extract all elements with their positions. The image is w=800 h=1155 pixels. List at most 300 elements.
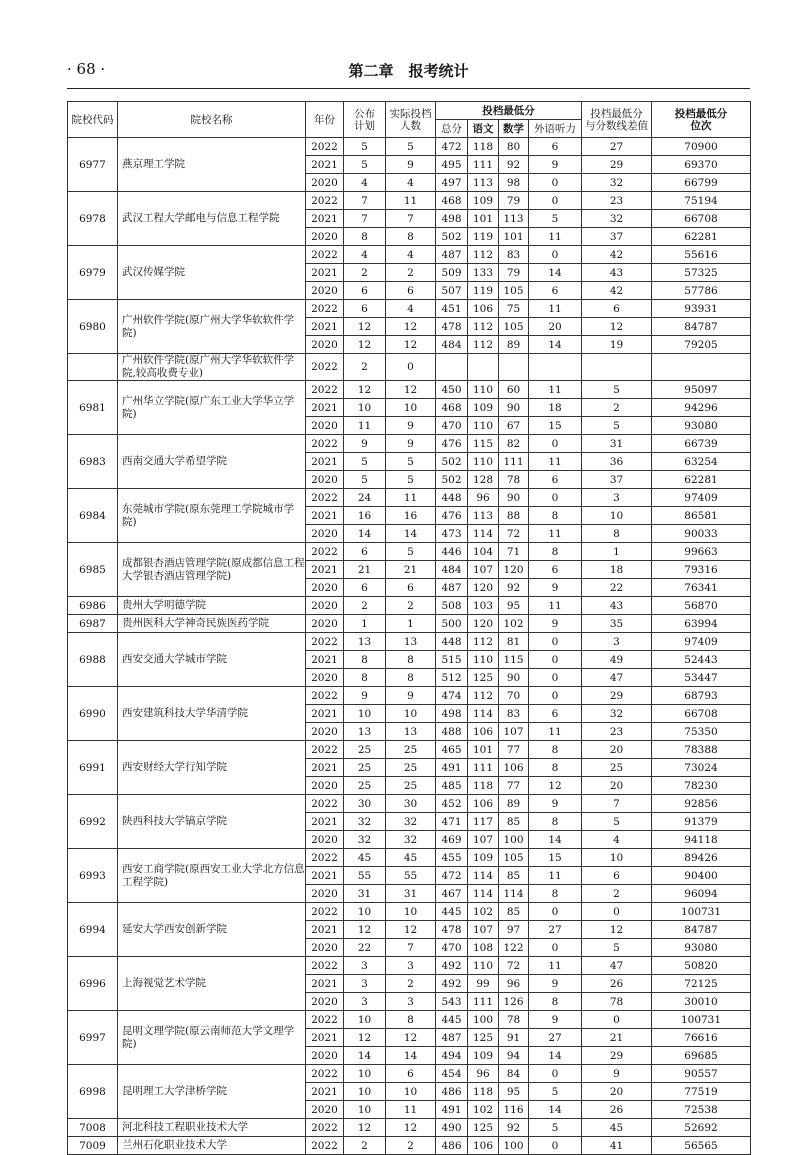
cell-actual: 16 — [386, 507, 436, 525]
cell-diff: 5 — [582, 381, 652, 399]
cell-plan: 7 — [344, 210, 386, 228]
cell-plan: 25 — [344, 777, 386, 795]
school-name: 上海视觉艺术学院 — [118, 957, 306, 1011]
cell-chinese: 120 — [468, 579, 499, 597]
cell-listening: 14 — [529, 264, 582, 282]
cell-math: 72 — [499, 957, 529, 975]
cell-year: 2021 — [306, 759, 344, 777]
cell-rank: 100731 — [652, 903, 751, 921]
cell-total: 487 — [436, 579, 468, 597]
school-name: 昆明理工大学津桥学院 — [118, 1065, 306, 1119]
cell-listening: 14 — [529, 1101, 582, 1119]
cell-total: 486 — [436, 1083, 468, 1101]
cell-diff: 47 — [582, 669, 652, 687]
cell-total: 472 — [436, 138, 468, 156]
cell-total: 476 — [436, 435, 468, 453]
cell-actual: 6 — [386, 579, 436, 597]
cell-plan: 8 — [344, 669, 386, 687]
page-header — [67, 58, 750, 84]
cell-listening: 14 — [529, 336, 582, 354]
cell-actual: 31 — [386, 885, 436, 903]
cell-diff: 22 — [582, 579, 652, 597]
cell-diff: 31 — [582, 435, 652, 453]
header-actual-line2: 人数 — [400, 119, 421, 132]
school-name: 贵州大学明德学院 — [118, 597, 306, 615]
cell-year: 2021 — [306, 453, 344, 471]
cell-rank: 50820 — [652, 957, 751, 975]
table-row — [68, 741, 751, 759]
cell-rank: 55616 — [652, 246, 751, 264]
cell-math: 90 — [499, 399, 529, 417]
school-code: 7008 — [68, 1119, 118, 1137]
school-code: 6991 — [68, 741, 118, 795]
cell-rank: 68793 — [652, 687, 751, 705]
cell-plan: 2 — [344, 597, 386, 615]
cell-year: 2022 — [306, 1137, 344, 1155]
cell-chinese: 118 — [468, 1083, 499, 1101]
cell-chinese: 114 — [468, 867, 499, 885]
school-name: 贵州医科大学神奇民族医药学院 — [118, 615, 306, 633]
cell-math: 100 — [499, 831, 529, 849]
cell-listening: 18 — [529, 399, 582, 417]
cell-actual: 11 — [386, 489, 436, 507]
header-total: 总分 — [436, 120, 468, 138]
cell-actual: 8 — [386, 651, 436, 669]
cell-diff: 43 — [582, 264, 652, 282]
cell-total: 502 — [436, 453, 468, 471]
cell-diff: 10 — [582, 507, 652, 525]
cell-actual: 9 — [386, 435, 436, 453]
cell-actual: 12 — [386, 381, 436, 399]
cell-math: 79 — [499, 192, 529, 210]
cell-total: 494 — [436, 1047, 468, 1065]
cell-math: 71 — [499, 543, 529, 561]
cell-total: 472 — [436, 867, 468, 885]
school-name: 广州软件学院(原广州大学华软软件学院,较高收费专业) — [118, 354, 306, 381]
cell-listening: 0 — [529, 669, 582, 687]
header-plan — [344, 102, 386, 138]
table-row — [68, 1011, 751, 1029]
school-code: 6990 — [68, 687, 118, 741]
cell-chinese: 110 — [468, 957, 499, 975]
cell-rank: 70900 — [652, 138, 751, 156]
cell-year: 2022 — [306, 354, 344, 381]
cell-actual: 12 — [386, 921, 436, 939]
cell-year: 2022 — [306, 381, 344, 399]
cell-listening: 0 — [529, 1137, 582, 1155]
cell-diff: 32 — [582, 705, 652, 723]
cell-year: 2020 — [306, 336, 344, 354]
school-code: 6988 — [68, 633, 118, 687]
table-row — [68, 1065, 751, 1083]
cell-math: 113 — [499, 210, 529, 228]
cell-math: 90 — [499, 489, 529, 507]
cell-math: 97 — [499, 921, 529, 939]
cell-total: 512 — [436, 669, 468, 687]
cell-diff: 21 — [582, 1029, 652, 1047]
cell-year: 2020 — [306, 597, 344, 615]
cell-year: 2022 — [306, 633, 344, 651]
cell-plan: 55 — [344, 867, 386, 885]
cell-plan: 4 — [344, 174, 386, 192]
cell-actual: 1 — [386, 615, 436, 633]
cell-actual: 13 — [386, 633, 436, 651]
cell-chinese: 106 — [468, 795, 499, 813]
cell-year: 2022 — [306, 543, 344, 561]
cell-listening: 14 — [529, 831, 582, 849]
cell-year: 2022 — [306, 192, 344, 210]
cell-math: 101 — [499, 228, 529, 246]
cell-rank: 66708 — [652, 210, 751, 228]
cell-rank: 79316 — [652, 561, 751, 579]
school-name: 西安工商学院(原西安工业大学北方信息工程学院) — [118, 849, 306, 903]
cell-listening: 14 — [529, 1047, 582, 1065]
cell-chinese: 107 — [468, 561, 499, 579]
cell-rank: 97409 — [652, 633, 751, 651]
cell-actual: 3 — [386, 957, 436, 975]
cell-diff: 10 — [582, 849, 652, 867]
table-row — [68, 597, 751, 615]
table-row — [68, 246, 751, 264]
cell-actual: 10 — [386, 399, 436, 417]
cell-diff: 5 — [582, 939, 652, 957]
header-name: 院校名称 — [118, 102, 306, 138]
header-actual-line1: 实际投档 — [389, 107, 432, 120]
cell-math — [499, 354, 529, 381]
cell-plan: 12 — [344, 1119, 386, 1137]
cell-math: 81 — [499, 633, 529, 651]
cell-rank: 78230 — [652, 777, 751, 795]
cell-plan: 2 — [344, 354, 386, 381]
cell-plan: 8 — [344, 228, 386, 246]
cell-rank: 84787 — [652, 921, 751, 939]
cell-math: 126 — [499, 993, 529, 1011]
cell-actual: 11 — [386, 1101, 436, 1119]
cell-chinese: 101 — [468, 741, 499, 759]
cell-listening: 8 — [529, 543, 582, 561]
cell-math: 92 — [499, 1119, 529, 1137]
school-code: 6998 — [68, 1065, 118, 1119]
cell-total: 491 — [436, 1101, 468, 1119]
school-name: 延安大学西安创新学院 — [118, 903, 306, 957]
table-row — [68, 615, 751, 633]
cell-listening: 27 — [529, 1029, 582, 1047]
cell-listening: 5 — [529, 1083, 582, 1101]
cell-year: 2021 — [306, 813, 344, 831]
cell-diff: 37 — [582, 228, 652, 246]
cell-plan: 22 — [344, 939, 386, 957]
cell-plan: 25 — [344, 759, 386, 777]
school-name: 昆明文理学院(原云南师范大学文理学院) — [118, 1011, 306, 1065]
cell-diff: 0 — [582, 1011, 652, 1029]
cell-year: 2020 — [306, 669, 344, 687]
cell-plan: 3 — [344, 993, 386, 1011]
cell-actual: 25 — [386, 759, 436, 777]
cell-plan: 21 — [344, 561, 386, 579]
cell-year: 2021 — [306, 561, 344, 579]
cell-rank: 69685 — [652, 1047, 751, 1065]
cell-year: 2020 — [306, 885, 344, 903]
cell-total: 445 — [436, 903, 468, 921]
cell-rank: 57325 — [652, 264, 751, 282]
cell-diff: 37 — [582, 471, 652, 489]
table-row — [68, 633, 751, 651]
cell-chinese: 120 — [468, 615, 499, 633]
cell-math: 102 — [499, 615, 529, 633]
table-row — [68, 957, 751, 975]
cell-diff: 8 — [582, 525, 652, 543]
cell-rank: 77519 — [652, 1083, 751, 1101]
header-plan-line1: 公布 — [354, 107, 375, 120]
school-name: 西南交通大学希望学院 — [118, 435, 306, 489]
cell-rank: 91379 — [652, 813, 751, 831]
school-name: 西安建筑科技大学华清学院 — [118, 687, 306, 741]
cell-listening: 6 — [529, 282, 582, 300]
cell-rank: 90033 — [652, 525, 751, 543]
cell-year: 2020 — [306, 723, 344, 741]
cell-year: 2020 — [306, 1047, 344, 1065]
page-number: · 68 · — [67, 60, 106, 78]
cell-listening: 0 — [529, 687, 582, 705]
cell-plan: 5 — [344, 471, 386, 489]
cell-plan: 32 — [344, 831, 386, 849]
cell-listening: 8 — [529, 741, 582, 759]
cell-listening: 12 — [529, 777, 582, 795]
cell-chinese: 111 — [468, 156, 499, 174]
cell-diff: 20 — [582, 1083, 652, 1101]
cell-rank: 89426 — [652, 849, 751, 867]
cell-plan: 12 — [344, 381, 386, 399]
admission-stats-table — [67, 101, 751, 1155]
header-diff-line1: 投档最低分 — [590, 107, 643, 120]
cell-plan: 10 — [344, 903, 386, 921]
cell-total: 470 — [436, 939, 468, 957]
cell-math: 82 — [499, 435, 529, 453]
cell-rank: 95097 — [652, 381, 751, 399]
cell-chinese: 109 — [468, 399, 499, 417]
cell-total: 507 — [436, 282, 468, 300]
cell-math: 120 — [499, 561, 529, 579]
cell-diff: 4 — [582, 831, 652, 849]
school-code — [68, 354, 118, 381]
cell-rank: 93080 — [652, 417, 751, 435]
cell-plan: 30 — [344, 795, 386, 813]
cell-plan: 12 — [344, 1029, 386, 1047]
cell-year: 2020 — [306, 993, 344, 1011]
cell-plan: 24 — [344, 489, 386, 507]
cell-chinese: 113 — [468, 174, 499, 192]
cell-year: 2021 — [306, 507, 344, 525]
cell-math: 79 — [499, 264, 529, 282]
cell-plan: 14 — [344, 1047, 386, 1065]
cell-year: 2020 — [306, 174, 344, 192]
cell-listening: 20 — [529, 318, 582, 336]
cell-diff: 23 — [582, 723, 652, 741]
cell-chinese: 112 — [468, 687, 499, 705]
school-code: 7009 — [68, 1137, 118, 1155]
cell-chinese: 104 — [468, 543, 499, 561]
cell-chinese: 118 — [468, 777, 499, 795]
cell-diff: 3 — [582, 633, 652, 651]
school-code: 6992 — [68, 795, 118, 849]
cell-year: 2022 — [306, 1011, 344, 1029]
cell-total: 491 — [436, 759, 468, 777]
cell-rank: 75350 — [652, 723, 751, 741]
cell-year: 2021 — [306, 210, 344, 228]
cell-total: 485 — [436, 777, 468, 795]
cell-chinese: 111 — [468, 759, 499, 777]
cell-total: 502 — [436, 228, 468, 246]
cell-chinese: 106 — [468, 723, 499, 741]
cell-rank: 100731 — [652, 1011, 751, 1029]
school-name: 武汉工程大学邮电与信息工程学院 — [118, 192, 306, 246]
cell-chinese: 117 — [468, 813, 499, 831]
cell-rank: 94296 — [652, 399, 751, 417]
cell-listening: 15 — [529, 417, 582, 435]
school-name: 成都银杏酒店管理学院(原成都信息工程大学银杏酒店管理学院) — [118, 543, 306, 597]
cell-total: 452 — [436, 795, 468, 813]
cell-chinese: 111 — [468, 993, 499, 1011]
cell-math: 85 — [499, 903, 529, 921]
table-row — [68, 489, 751, 507]
cell-plan: 6 — [344, 543, 386, 561]
cell-rank: 90400 — [652, 867, 751, 885]
cell-actual: 12 — [386, 336, 436, 354]
cell-math: 83 — [499, 246, 529, 264]
cell-math: 88 — [499, 507, 529, 525]
cell-total: 492 — [436, 957, 468, 975]
cell-listening: 11 — [529, 381, 582, 399]
cell-actual: 10 — [386, 705, 436, 723]
cell-rank — [652, 354, 751, 381]
chapter-title: 第二章 报考统计 — [348, 62, 469, 80]
cell-year: 2022 — [306, 246, 344, 264]
cell-actual: 4 — [386, 174, 436, 192]
cell-actual: 32 — [386, 831, 436, 849]
cell-total: 487 — [436, 1029, 468, 1047]
cell-rank: 86581 — [652, 507, 751, 525]
header-plan-line2: 计划 — [354, 119, 375, 132]
cell-listening: 0 — [529, 435, 582, 453]
cell-diff: 3 — [582, 489, 652, 507]
cell-rank: 52692 — [652, 1119, 751, 1137]
cell-chinese: 96 — [468, 489, 499, 507]
cell-math: 98 — [499, 174, 529, 192]
cell-listening: 8 — [529, 507, 582, 525]
cell-total: 488 — [436, 723, 468, 741]
cell-year: 2022 — [306, 138, 344, 156]
cell-total: 500 — [436, 615, 468, 633]
table-row — [68, 795, 751, 813]
cell-rank: 94118 — [652, 831, 751, 849]
cell-plan: 45 — [344, 849, 386, 867]
cell-plan: 14 — [344, 525, 386, 543]
cell-chinese: 96 — [468, 1065, 499, 1083]
cell-total: 497 — [436, 174, 468, 192]
cell-math: 95 — [499, 597, 529, 615]
cell-plan: 3 — [344, 957, 386, 975]
cell-listening: 11 — [529, 867, 582, 885]
cell-actual: 32 — [386, 813, 436, 831]
cell-actual: 55 — [386, 867, 436, 885]
cell-chinese: 102 — [468, 1101, 499, 1119]
cell-total: 469 — [436, 831, 468, 849]
cell-listening: 8 — [529, 759, 582, 777]
cell-year: 2022 — [306, 741, 344, 759]
cell-year: 2021 — [306, 1029, 344, 1047]
cell-total: 454 — [436, 1065, 468, 1083]
cell-actual: 10 — [386, 903, 436, 921]
cell-diff: 42 — [582, 246, 652, 264]
cell-actual: 8 — [386, 669, 436, 687]
school-code: 6994 — [68, 903, 118, 957]
cell-year: 2022 — [306, 903, 344, 921]
cell-year: 2022 — [306, 489, 344, 507]
header-year: 年份 — [306, 102, 344, 138]
cell-year: 2020 — [306, 579, 344, 597]
cell-plan: 12 — [344, 336, 386, 354]
school-name: 西安交通大学城市学院 — [118, 633, 306, 687]
cell-rank: 75194 — [652, 192, 751, 210]
cell-year: 2020 — [306, 525, 344, 543]
cell-listening: 27 — [529, 921, 582, 939]
cell-total: 515 — [436, 651, 468, 669]
cell-year: 2021 — [306, 651, 344, 669]
school-code: 6984 — [68, 489, 118, 543]
cell-actual: 12 — [386, 1029, 436, 1047]
cell-chinese: 109 — [468, 1047, 499, 1065]
cell-rank: 96094 — [652, 885, 751, 903]
cell-year: 2021 — [306, 318, 344, 336]
cell-total: 509 — [436, 264, 468, 282]
cell-total: 508 — [436, 597, 468, 615]
cell-total: 450 — [436, 381, 468, 399]
table-row — [68, 903, 751, 921]
cell-actual: 25 — [386, 777, 436, 795]
cell-plan: 5 — [344, 453, 386, 471]
cell-total: 465 — [436, 741, 468, 759]
cell-rank: 66708 — [652, 705, 751, 723]
cell-diff: 29 — [582, 687, 652, 705]
cell-chinese: 114 — [468, 525, 499, 543]
cell-actual: 7 — [386, 939, 436, 957]
cell-math: 67 — [499, 417, 529, 435]
cell-rank: 72125 — [652, 975, 751, 993]
cell-chinese — [468, 354, 499, 381]
cell-chinese: 103 — [468, 597, 499, 615]
cell-plan: 9 — [344, 435, 386, 453]
table-header — [68, 102, 751, 138]
cell-math: 75 — [499, 300, 529, 318]
cell-rank: 92856 — [652, 795, 751, 813]
cell-diff: 18 — [582, 561, 652, 579]
cell-math: 95 — [499, 1083, 529, 1101]
cell-actual: 4 — [386, 300, 436, 318]
cell-actual: 25 — [386, 741, 436, 759]
cell-plan: 6 — [344, 300, 386, 318]
header-rank — [652, 102, 751, 138]
cell-listening — [529, 354, 582, 381]
cell-diff: 32 — [582, 210, 652, 228]
school-name: 广州华立学院(原广东工业大学华立学院) — [118, 381, 306, 435]
cell-diff: 5 — [582, 417, 652, 435]
cell-rank: 93931 — [652, 300, 751, 318]
cell-rank: 56565 — [652, 1137, 751, 1155]
cell-math: 72 — [499, 525, 529, 543]
cell-actual: 9 — [386, 417, 436, 435]
cell-total: 446 — [436, 543, 468, 561]
cell-math: 78 — [499, 1011, 529, 1029]
